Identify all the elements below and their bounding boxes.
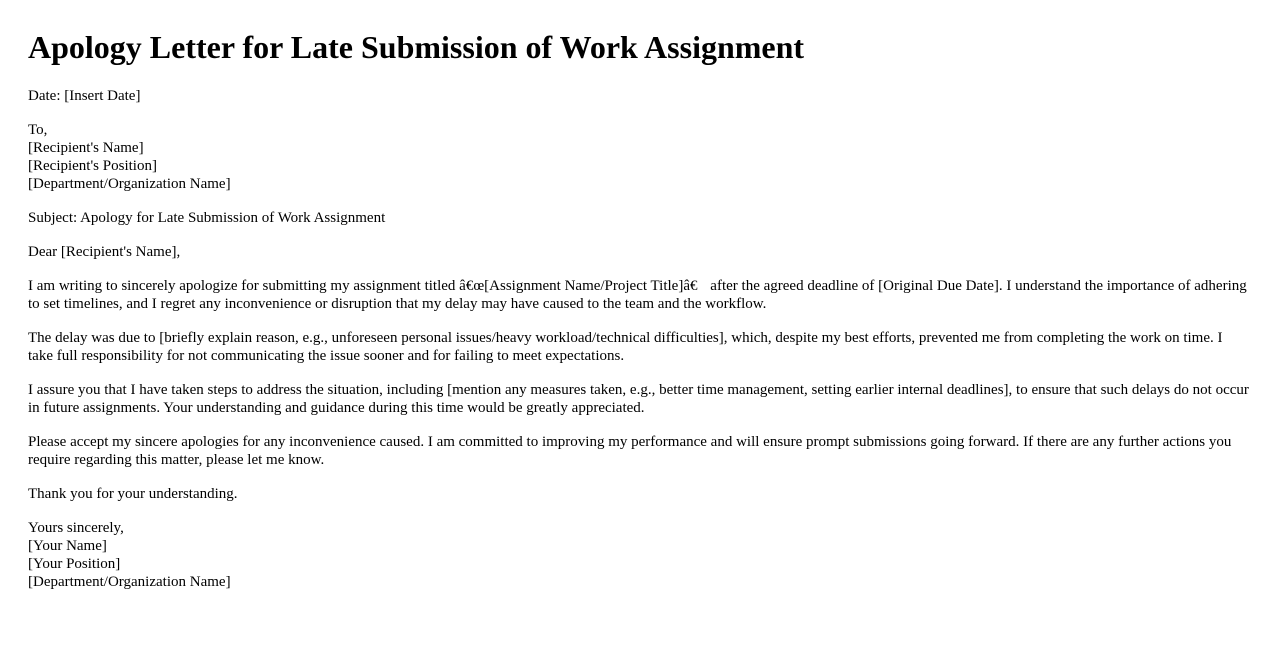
thanks-line: Thank you for your understanding. [28, 486, 238, 502]
body-paragraph-1: I am writing to sincerely apologize for submitting my assignment titled â€œ[Assignment Name/Project Title]â€ after the agreed deadline of [Original Due Date]. I understand the importance of adhering to set timelines, and I regret any inconvenience or disruption that my delay may have caused to the team and the workflow. [28, 278, 1247, 312]
recipient-address-block [28, 121, 1250, 193]
sender-name: [Your Name] [28, 538, 107, 554]
date-line: Date: [Insert Date] [28, 88, 141, 104]
body-paragraph-4: Please accept my sincere apologies for any inconvenience caused. I am committed to improving my performance and will ensure prompt submissions going forward. If there are any further actions you require regarding this matter, please let me know. [28, 434, 1232, 468]
sender-department: [Department/Organization Name] [28, 574, 231, 590]
recipient-position: [Recipient's Position] [28, 158, 157, 174]
signature-block [28, 519, 1250, 591]
body-paragraph-3: I assure you that I have taken steps to address the situation, including [mention any measures taken, e.g., better time management, setting earlier internal deadlines], to ensure that such delays do not occur in future assignments. Your understanding and guidance during this time would be greatly appreciated. [28, 382, 1249, 416]
closing: Yours sincerely, [28, 520, 124, 536]
subject-line: Subject: Apology for Late Submission of Work Assignment [28, 210, 386, 226]
address-to: To, [28, 122, 48, 138]
sender-position: [Your Position] [28, 556, 121, 572]
salutation: Dear [Recipient's Name], [28, 244, 181, 260]
body-paragraph-2: The delay was due to [briefly explain reason, e.g., unforeseen personal issues/heavy workload/technical difficulties], which, despite my best efforts, prevented me from completing the work on time. I take full responsibility for not communicating the issue sooner and for failing to meet expectations. [28, 330, 1223, 364]
recipient-name: [Recipient's Name] [28, 140, 144, 156]
recipient-department: [Department/Organization Name] [28, 176, 231, 192]
page-title: Apology Letter for Late Submission of Work Assignment [28, 29, 805, 65]
